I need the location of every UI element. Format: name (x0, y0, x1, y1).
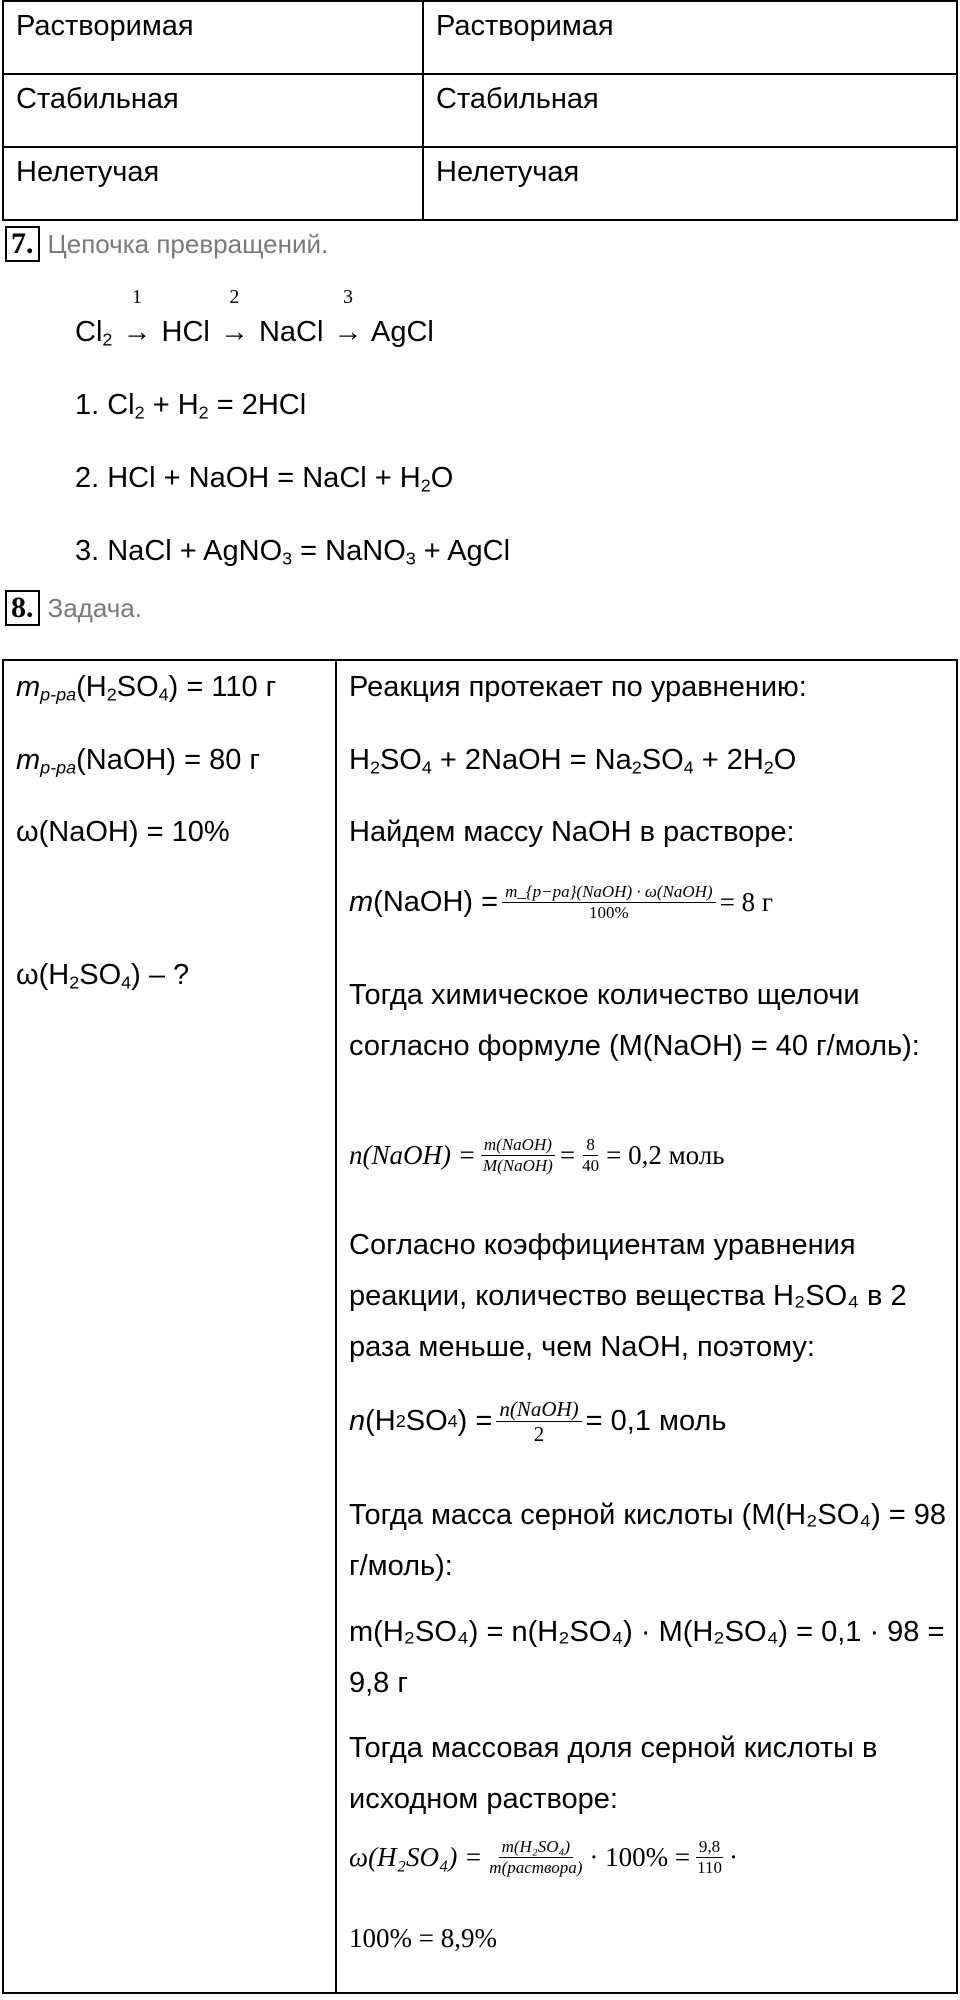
formula-mass-naoh: m (NaOH) = $\frac{\text{m\_\{р−ра\}(NaOH) · ω(NaOH)}}{100\%}$ = 8 г (349, 882, 773, 922)
solution-text: m(H₂SO₄) = n(H₂SO₄) · M(H₂SO₄) = 0,1 · 98 = 9,8 г (349, 1616, 945, 1699)
formula-amount-h2so4: n (H 2 SO 4 ) = $\frac{\text{n(NaOH)}}{2}$ = 0,1 моль (349, 1397, 727, 1447)
formula-result: 100% = 8,9% (349, 1923, 497, 1953)
chain-arrow: 2 → (219, 286, 249, 348)
find-line: $\omega(H_2SO_4)$ – ? (16, 959, 190, 993)
fraction: $\frac{\text{m(NaOH)}}{\text{M(NaOH)}}$ (480, 1135, 556, 1175)
equation-2: 2. HCl + NaOH = NaCl + $H_2O$ (75, 462, 454, 496)
fraction: $\frac{9,8}{110}$ (697, 1837, 722, 1877)
fraction: $\frac{\text{m\_\{р−ра\}(NaOH) · ω(NaOH)}}{100\%}$ (502, 882, 716, 922)
solution-text: Найдем массу NaOH в растворе: (349, 816, 795, 848)
table-cell: Стабильная (423, 74, 957, 147)
chain-substance: NaCl (258, 316, 324, 348)
properties-table (2, 0, 958, 221)
table-cell: Стабильная (3, 74, 423, 147)
section-number: 7. (5, 226, 40, 262)
task-table (2, 659, 958, 1994)
reaction-equation: $H_2SO_4$ + 2NaOH = $Na_2SO_4 + 2H_2O$ (349, 744, 797, 778)
given-line: $m_{р-ра}(NaOH) = 80$ г (16, 744, 260, 778)
given-line: $m_{р-ра}(H_2SO_4) = 110$ г (16, 671, 277, 705)
section-title: Цепочка превращений. (47, 228, 329, 259)
fraction: $\frac{\text{m(H₂SO₄)}}{\text{m(раствора)}}$ (489, 1837, 583, 1877)
table-row (3, 74, 957, 147)
section-number: 8. (5, 590, 40, 626)
solution-text: Реакция протекает по уравнению: (349, 671, 807, 703)
chain-arrow: 1 → (122, 286, 152, 348)
chain-arrow: 3 → (333, 286, 363, 348)
chain-substance: Cl (75, 316, 103, 348)
formula-amount-naoh: n(NaOH) = $\frac{\text{m(NaOH)}}{\text{M(NaOH)}}$ = $\frac{8}{40}$ = 0,2 моль (349, 1135, 725, 1175)
fraction: $\frac{\text{n(NaOH)}}{2}$ (496, 1397, 581, 1446)
conversion-chain: $Cl_2$ 1 → HCl 2 → NaCl 3 → AgCl (75, 286, 434, 350)
solution-text: Согласно коэффициентам уравнения реакции, количество вещества H₂SO₄ в 2 раза меньше, чем NaOH, поэтому: (349, 1229, 907, 1363)
equation-1: 1. $Cl_2 + H_2 = 2HCl$ (75, 389, 307, 423)
table-cell: Растворимая (3, 1, 423, 74)
formula-mass-fraction: ω(H₂SO₄) = $\frac{\text{m(H₂SO₄)}}{\text{m(раствора)}}$ · 100% = $\frac{9,8}{110}$ · (349, 1837, 738, 1877)
equation-3: 3. NaCl + AgNO$_3$ = NaNO$_3$ + AgCl (75, 535, 511, 569)
table-row (3, 1, 957, 74)
table-cell: Нелетучая (3, 147, 423, 220)
given-cell (3, 660, 336, 1993)
section-7-header (5, 226, 328, 262)
solution-text: Тогда масса серной кислоты (M(H₂SO₄) = 98 г/моль): (349, 1499, 947, 1582)
section-8-header (5, 590, 142, 626)
section-title: Задача. (47, 592, 142, 623)
table-cell: Нелетучая (423, 147, 957, 220)
table-cell: Растворимая (423, 1, 957, 74)
table-row (3, 147, 957, 220)
chain-substance: HCl (161, 316, 210, 348)
solution-text: Тогда химическое количество щелочи согласно формуле (M(NaOH) = 40 г/моль): (349, 979, 920, 1062)
chain-substance: AgCl (370, 316, 434, 348)
given-line: ω(NaOH) = 10% (16, 816, 230, 848)
solution-text: Тогда массовая доля серной кислоты в исходном растворе: (349, 1732, 878, 1815)
solution-cell (336, 660, 957, 1993)
fraction: $\frac{8}{40}$ (582, 1135, 600, 1175)
